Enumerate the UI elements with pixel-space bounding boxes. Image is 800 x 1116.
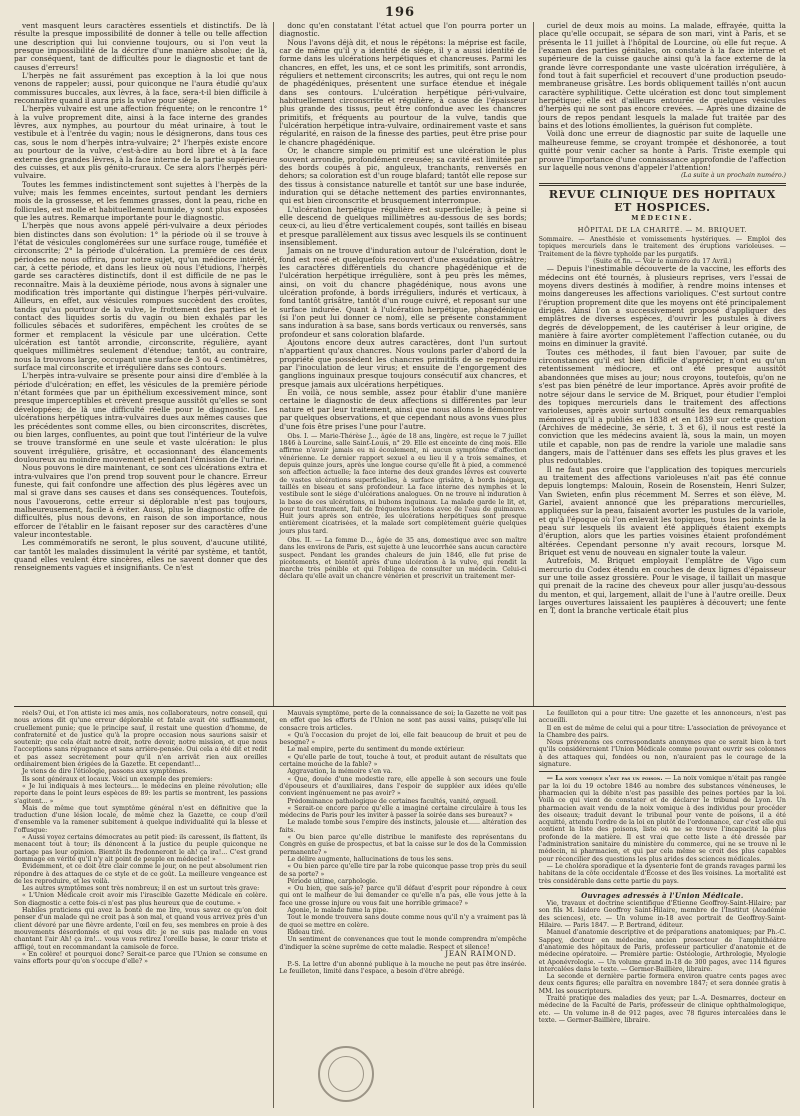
news-item-cholera: — Le choléra sporadique et la dysenterie font de grands ravages parmi les habitans de la côte occidentale d'Écosse et des îles voisines. La mortalité est très considérable dans cette partie du pays. bbox=[538, 862, 786, 885]
paragraph: Voilà donc une erreur de diagnostic par suite de laquelle une malheureuse femme, se croyant trompée et déshonorée, a tout quitté pour venir cacher sa honte à Paris. Triste exemple qui prouve l'importance d'une connaissance approfondie de l'affection sur laquelle nous venons d'appeler l'attention! bbox=[538, 129, 786, 172]
paragraph: L'herpès ne fait assurément pas exception à la loi que nous venons de rappeler; aussi, pour quiconque ne l'aura étudié qu'aux commissures buccales, aux lèvres, à la face, sera-t-il bien difficile à reconnaître quand il aura pris la vulve pour siége. bbox=[14, 71, 268, 106]
paragraph: Tout le monde trouvera sans doute comme nous qu'il n'y a vraiment pas là de quoi se mettre en colère. bbox=[279, 914, 527, 929]
paragraph: « Serait-ce encore parce qu'elle a imaginé certaine circulaire à tous les médecins de Paris pour les inviter à passer la soirée dans ses bureaux? » bbox=[279, 804, 527, 820]
observation-paragraph: Obs. II. — La femme D..., âgée de 35 ans, domestique avec son maître dans les environs de Paris, est sujette à une leucorrhée sans aucun caractère suspect. Pendant les grandes chaleurs de juin 1846, elle fut prise de picotements, et bientôt après d'une ulcération à la vulve, qui rendit la marche très pénible et qui l'obligea de consulter un médecin. Celui-ci déclara qu'elle avait un chancre vénérien et prescrivit un traitement mer- bbox=[279, 537, 527, 581]
paragraph: Habiles praticiens qui avez la bonté de me lire, vous savez ce qu'on doit penser d'un malade qui ne croit pas à son mal, et quand vous arrivez près d'un client dévoré par une fièvre ardente, l'œil en feu, ses membres en proie à des mouvements désordonnés et qui vous dit: je ne suis pas malade en vous chantant l'air Ah! ça ira!... vous vous retirez l'oreille basse, le cœur triste et affligé, tout en recommandant la camisole de force. bbox=[14, 907, 268, 951]
paragraph: Évidemment, et ce doit être clair comme le jour, on ne peut absolument rien répondre à des attaques de ce style et de ce goût. La meilleure vengeance est de les reproduire, et les voilà. bbox=[14, 863, 268, 885]
paragraph: vent masquent leurs caractères essentiels et distinctifs. De là résulte la presque impossibilité de donner à telle ou telle affection une description qui lui convienne toujours, ou si l'on veut la presque impossibilité de la décrire d'une manière absolue; de là, par conséquent, tant de difficultés pour le diagnostic et tant de causes d'erreurs! bbox=[14, 22, 268, 72]
paragraph: L'herpès vulvaire est une affection fréquente; on le rencontre 1° à la vulve proprement dite, ainsi à la face interne des grandes lèvres, aux nymphes, au pourtour du méat urinaire, à tout le vestibule et à l'entrée du vagin; nous le désignerons, dans tous ces cas, sous le nom d'herpès intra-vulvaire; 2° l'herpès existe encore au pourtour de la vulve, c'est-à-dire au bord libre et à la face externe des grandes lèvres, à la face interne de la partie supérieure des cuisses, et aux plis génito-cruraux. Ce sera alors l'herpès péri-vulvaire. bbox=[14, 104, 268, 181]
paragraph: Les commémoratifs ne seront, le plus souvent, d'aucune utilité, car tantôt les malades dissimulent la vérité par système, et tantôt, quand elles veulent être sincères, elles ne savent donner que des renseignements vagues et insignifiants. Ce n'est bbox=[14, 538, 268, 573]
paragraph: donc qu'en constatant l'état actuel que l'on pourra porter un diagnostic. bbox=[279, 22, 527, 39]
divider bbox=[539, 771, 786, 772]
paragraph: Agonie, le malade fume la pipe. bbox=[287, 907, 389, 915]
paragraph: Manuel d'anatomie descriptive et de préparations anatomiques; par Ph.-C. Sappey, docteur en médecine, ancien prosecteur de l'amphithéâtre d'anatomie des hôpitaux de Paris, professeur particulier d'anatomie et de médecine opératoire. — Première partie: Ostéologie, Arthrologie, Myologie et Aponévrologie. — Un volume grand in-18 de 300 pages, avec 114 figures intercalées dans le texte. — Germer-Baillière, libraire. bbox=[538, 929, 786, 973]
hospital-heading: HÔPITAL DE LA CHARITÉ. — M. BRIQUET. bbox=[577, 225, 747, 234]
news-item-noix-vomique bbox=[539, 775, 786, 863]
column-1 bbox=[14, 22, 267, 706]
feuilleton-section bbox=[14, 710, 786, 1108]
paragraph: En voilà, ce nous semble, assez pour établir d'une manière certaine le diagnostic de deux affections si différentes par leur nature et par leur traitement, ainsi que nous allons le démontrer par quelques observations, et que cependant nous avons vues plus d'une fois être prises l'une pour l'autre. bbox=[279, 388, 527, 431]
paragraph: Mauvais symptôme, perte de la connaissance de soi; la Gazette ne voit pas en effet que les efforts de l'Union ne sont pas aussi vains, puisqu'elle lui consacre trois articles. bbox=[279, 710, 527, 732]
paragraph: Le délire augmente, hallucinations de tous les sens. bbox=[287, 855, 454, 863]
bottom-column-2 bbox=[273, 710, 526, 1108]
continued-note: (La suite à un prochain numéro.) bbox=[680, 172, 786, 180]
paragraph: « Ou bien parce qu'elle distribue le manifeste des représentans du Congrès en guise de prospectus, et bat la caisse sur le dos de la Commission permanente? » bbox=[279, 834, 527, 856]
paragraph: Période ultime, carphologie. bbox=[287, 877, 378, 885]
paragraph: Ils sont généraux et locaux. Voici un exemple des premiers: bbox=[22, 775, 213, 783]
news-item-text: — La noix vomique n'était pas rangée par la loi du 19 octobre 1846 au nombre des substances vénéneuses, le pharmacien qui la débite n'est pas passible des peines portées par la loi. Voilà ce qui vient de constater et de déclarer le tribunal de Lyon. Un pharmacien avait vendu de la noix vomique à des individus pour procéder des oiseaux; traduit devant le tribunal pour vente de poisons, il a été acquitté, attendu l'ordre de la loi en plutôt de l'ordonnance, car c'est elle qui contient la liste des poisons, liste où ne se trouve l'incapacité la plus profonde de la matière. Il est vrai que cette liste a été dressée par l'administration sanitaire du ministère du commerce, qui ne se trouve ni le médecin, ni pharmacien, et qui par cela même se croit des plus capables pour réconcilier des questions les plus arides des sciences médicales. bbox=[538, 775, 786, 863]
paragraph: Vie, travaux et doctrine scientifique d'Étienne Geoffroy-Saint-Hilaire; par son fils M. Isidore Geoffroy Saint-Hilaire, membre de l'Institut (Académie des sciences), etc. — Un volume in-18 avec portrait de Geoffroy-Saint-Hilaire. — Paris 1847. — P. Bertrand, éditeur. bbox=[538, 900, 786, 930]
paragraph: Prédominance pathologique de certaines facultés, vanité, orgueil. bbox=[287, 797, 498, 805]
paragraph: Je viens de dire l'étiologie, passons aux symptômes. bbox=[22, 768, 188, 776]
paragraph: Toutes les femmes indistinctement sont sujettes à l'herpès de la vulve; mais les femmes enceintes, surtout pendant les derniers mois de la grossesse, et les femmes grasses, dont la peau, riche en follicules, est molle et habituellement humide, y sont plus exposées que les autres. Remarque importante pour le diagnostic. bbox=[14, 179, 268, 222]
paragraph: Nous pouvons le dire maintenant, ce sont ces ulcérations extra et intra-vulvaires que l'on prend trop souvent pour le chancre. Erreur funeste, qui fait confondre une affection des plus légères avec un mal si grave dans ses causes et dans ses conséquences. Toutefois, nous l'avouerons, cette erreur si déplorable n'est pas toujours, malheureusement, facile à éviter. Aussi, plus le diagnostic offre de difficultés, plus nous devons, en raison de son importance, nous efforcer de l'établir en le faisant reposer sur des caractères d'une valeur incontestable. bbox=[14, 463, 268, 539]
author-signature: JEAN RAIMOND. bbox=[445, 949, 517, 958]
bottom-column-3 bbox=[533, 710, 786, 1108]
paragraph: Il en est de même de celui qui a pour titre: L'association de prévoyance et la Chambre des pairs. bbox=[538, 724, 786, 739]
paragraph: — Depuis l'inestimable découverte de la vaccine, les efforts des médecins ont été tournés, à plusieurs reprises, vers l'essai de moyens divers destinés à modifier, à rendre moins intenses et moins dangereuses les affections varioliques. C'est surtout contre l'éruption proprement dite que les moyens ont été principalement dirigés. Ainsi l'on a successivement proposé d'appliquer des emplâtres de diverses espèces, d'ouvrir les pustules à divers degrés de développement, de les cautériser à leur origine, de manière à faire avorter complètement l'affection cutanée, ou du moins en diminuer la gravité. bbox=[538, 264, 786, 349]
paragraph: Rideau tiré. bbox=[287, 928, 325, 936]
paragraph: Autrefois, M. Briquet employait l'emplâtre de Vigo cum mercurio du Codex étendu en couches de deux lignes d'épaisseur sur une toile assez grossière. Pour le visage, il taillait un masque qui prenait de la racine des cheveux pour aller jusqu'au-dessous du menton, et qui, largement, allait de l'une à l'autre oreille. Deux larges ouvertures laissaient les paupières à découvert; une fente en T, dont la branche verticale était plus bbox=[538, 556, 786, 616]
paragraph: Le malade tombe sous l'empire des instincts, jalousie et...... altération des faits. bbox=[279, 819, 527, 834]
paragraph: Jamais on ne trouve d'induration autour de l'ulcération, dont le fond est rosé et quelquefois recouvert d'une exsudation grisâtre; les caractères différentiels du chancre phagédénique et de l'ulcération herpétique irrégulière, sont à peu près les mêmes, ainsi, on voit du chancre phagédénique, nous avons une ulcération profonde, à bords irréguliers, indurés et verticaux, à fond tantôt grisâtre, tantôt d'un rouge cuivré, et reposant sur une surface indurée. Quant à l'ulcération herpétique, phagédénique (si l'on peut lui donner ce nom), elle se présente constamment sans induration à sa base, sans bords verticaux ou renversés, sans profondeur et sans coloration blafarde. bbox=[279, 246, 527, 339]
paragraph: L'ulcération herpétique régulière est superficielle; à peine si elle descend de quelques millimètres au-dessous de ses bords; ceux-ci, au lieu d'être verticalement coupés, sont taillés en biseau et presque parallèlement aux tissus avec lesquels ils se continuent insensiblement. bbox=[279, 204, 527, 247]
column-2 bbox=[273, 22, 526, 706]
paragraph: réels? Oui, et l'on attiste ici mes amis, nos collaborateurs, notre conseil, qui nous avions dit qu'une erreur déplorable et fatale avait été suffisamment, cruellement punie; que le principe sauf, il restait une question d'homme, de confraternité et de justice qu'à la propre occasion nous saurions saisir et soutenir; que cela était notre droit, notre devoir, notre mission, et que nous l'acceptions sans répugnance et sans arrière-pensée. Oui cela a été dit et redit et pas assez secrètement pour qu'il n'en arrivât rien aux oreilles ordinairement bien érigées de la Gazette. Et cependant!... bbox=[14, 710, 268, 769]
paragraph: La seconde et dernière partie formera environ quatre cents pages avec deux cents figures; elle paraîtra en novembre 1847; et sera donnée gratis à MM. les souscripteurs. bbox=[538, 973, 786, 995]
paragraph: « Qu'à l'occasion du projet de loi, elle fait beaucoup de bruit et peu de besogne? » bbox=[279, 731, 527, 747]
review-subtitle: MÉDECINE. bbox=[631, 214, 694, 223]
news-item-heading: — La noix vomique n'est pas un poison. bbox=[546, 775, 663, 783]
paragraph: L'herpès intra-vulvaire se présente pour ainsi dire d'emblée à la période d'ulcération; en effet, les vésicules de la première période n'étant formées que par un épithélium excessivement mince, sont presque imperceptibles et crèvent presque aussitôt qu'elles se sont développées; de là une difficulté réelle pour le diagnostic. Les ulcérations herpétiques intra-vulvaires dues aux mêmes causes que les précédentes sont comme elles, ou bien circonscrites, discrètes, ou bien larges, confluentes, au point que tout l'intérieur de la vulve se trouve transformé en une seule et vaste ulcération: le plus souvent irrégulière, grisâtre, et occasionnant des élancements douloureux au moindre mouvement et pendant l'émission de l'urine. bbox=[14, 371, 268, 464]
paragraph: Un sentiment de convenances que tout le monde comprendra m'empêche d'indiquer la scène suprême de cette maladie. Respect et silence! bbox=[279, 936, 527, 951]
summary-ref: (Suite et fin. — Voir le numéro du 17 Avril.) bbox=[593, 258, 732, 266]
column-3 bbox=[533, 22, 786, 706]
paragraph: « Ou bien parce qu'elle tire par la robe quiconque passe trop près du seuil de sa porte? » bbox=[279, 863, 527, 878]
paragraph: Aggravation, la mémoire s'en va. bbox=[287, 768, 393, 776]
observation-paragraph: Obs. I. — Marie-Thérèse J..., âgée de 18 ans, lingère, est reçue le 7 juillet 1846 à Lourcine, salle Saint-Louis, n° 29. Elle est enceinte de cinq mois. Elle affirme n'avoir jamais eu ni écoulement, ni aucun symptôme d'affection vénérienne. Le dernier rapport sexuel a eu lieu il y a trois semaines, et depuis quinze jours, après une longue course qu'elle fit à pied, a commencé son affection actuelle; la face interne des deux grandes lèvres est couverte de vastes ulcérations superficielles, à surface grisâtre, à bords inégaux, taillés en biseau et sans profondeur. La face interne des nymphes et le vestibule sont le siége d'ulcérations analogues. On ne trouve ni induration à la base de ces ulcérations, ni bubons inguinaux. La malade garde le lit, et, pour tout traitement, fait de fréquentes lotions avec de l'eau de guimauve. Huit jours après son entrée, les ulcérations herpétiques sont presque entièrement cicatrisées, et la malade sort complètement guérie quelques jours plus tard. bbox=[279, 432, 527, 535]
bottom-column-1 bbox=[14, 710, 267, 1108]
paragraph: « Je lui indiquais à mes lecteurs.... le médecins en pleine révolution; elle reporte dans le point leurs espèces de 89: les partis se montrent, les passions s'agitent... » bbox=[14, 782, 268, 805]
paragraph: Nous prévenons ces correspondants anonymes que ce serait bien à tort qu'ils considéreraient l'Union Médicale comme pouvant ouvrir ses colonnes à des attaques qui, fondées ou non, n'auraient pas le courage de la signature. bbox=[538, 739, 786, 769]
summary: Sommaire. — Anesthésie et vomissements hystériques. — Emploi des topiques mercuriels dans le traitement des éruptions varioleuses. — Traitement de la fièvre typhoïde par les purgatifs. bbox=[538, 236, 786, 258]
paragraph: « En colère! et pourquoi donc? Serait-ce parce que l'Union se consume en vains efforts pour qu'on s'occupe d'elle? » bbox=[14, 950, 268, 966]
paragraph: curiel de deux mois au moins. La malade, effrayée, quitta la place qu'elle occupait, se sépara de son mari, vint à Paris, et se présenta le 11 juillet à l'hôpital de Lourcine, où elle fut reçue. A l'examen des parties génitales, on constate à la face interne et supérieure de la cuisse gauche ainsi qu'à la face externe de la grande lèvre correspondante une vaste ulcération irrégulière, à fond tout à fait superficiel et recouvert d'une production pseudo-membraneuse grisâtre. Les bords obliquement taillés n'ont aucun caractère syphilitique. Cette ulcération est donc tout simplement herpétique; elle est d'ailleurs entourée de quelques vésicules d'herpès qui ne sont pas encore crevées. — Après une dizaine de jours de repos pendant lesquels la malade fut traitée par des bains et des lotions émollientes, la guérison fut complète. bbox=[538, 22, 786, 131]
paragraph: « Que, douée d'une modestie rare, elle appelle à son secours une foule d'épouseurs et d'auxiliaires, dans l'espoir de suppléer aux idées qu'elle convient ingénuement ne pas avoir? » bbox=[279, 775, 527, 798]
paragraph: Les autres symptômes sont très nombreux; il en est un surtout très grave: bbox=[22, 885, 260, 893]
divider bbox=[539, 888, 786, 889]
paragraph: « L'Union Médicale croit avoir mis l'irascible Gazette Médicale en colère. Son diagnostic a cette fois-ci n'est pas plus heureux que de coutume. » bbox=[14, 892, 268, 907]
paragraph: Mais de même que tout symptôme général n'est en définitive que la traduction d'une lésion locale, de même chez la Gazette, ce coup d'œil d'ensemble va la ramener subitement à quelque individualité qui la blesse et l'offusque: bbox=[14, 804, 268, 834]
postscript: P.-S. La lettre d'un abonné publique à la mouche ne peut pas être insérée. Le feuilleton, limité dans l'espace, a besoin d'être abrégé. bbox=[279, 961, 527, 976]
paragraph: Or, le chancre simple ou primitif est une ulcération le plus souvent arrondie, profondément creusée; sa cavité est limitée par des bords coupés à pic, anguleux, tranchants, renversés en dehors; sa coloration est d'un rouge blafard; tantôt elle repose sur des tissus à consistance naturelle et tantôt sur une base indurée, induration qui se détache nettement des parties environnantes, qui est bien circonscrite et brusquement interrompue. bbox=[279, 146, 527, 206]
paragraph: « Qu'elle parle de tout, touche à tout, et produit autant de résultats que certaine mouche de la fable? » bbox=[279, 753, 527, 769]
section-divider bbox=[539, 183, 786, 186]
paragraph: Toutes ces méthodes, il faut bien l'avouer, par suite de circonstances qu'il est bien difficile d'apprécier, n'ont eu qu'un retentissement médiocre, et ont été presque aussitôt abandonnées que mises au jour; nous croyons, toutefois, qu'on ne s'est pas bien pénétré de leur importance. Après avoir profité de notre séjour dans le service de M. Briquet, pour étudier l'emploi des topiques mercuriels dans le traitement des affections varioleuses, après avoir surtout consulté les deux remarquables mémoires qu'il a publiés en 1838 et en 1839 sur cette question (Archives de médecine, 3e série, t. 3 et 6), il nous est resté la conviction que les médecins avaient là, sous la main, un moyen utile et capable, non pas de rendre la variole une maladie sans dangers, mais de l'atténuer dans ses effets les plus graves et les plus redoutables. bbox=[538, 347, 786, 466]
paragraph: Ajoutons encore deux autres caractères, dont l'un surtout n'appartient qu'aux chancres. Nous voulons parler d'abord de la propriété que possèdent les chancres primitifs de se reproduire par l'inoculation de leur virus; et ensuite de l'engorgement des ganglions inguinaux presque toujours consécutif aux chancres, et presque jamais aux ulcérations herpétiques. bbox=[279, 338, 527, 389]
paragraph: Traité pratique des maladies des yeux; par L.-A. Desmarres, docteur en médecine de la Faculté de Paris, professeur de clinique ophthalmologique, etc. — Un volume in-8 de 912 pages, avec 78 figures intercalées dans le texte. — Germer-Baillière, libraire. bbox=[538, 994, 786, 1024]
paragraph: L'herpès que nous avons appelé péri-vulvaire a deux périodes bien distinctes dans son évolution: 1° la période où il se trouve à l'état de vésicules conglomérées sur une surface rouge, tuméfiée et circonscrite; 2° la période d'ulcération. La première de ces deux périodes ne nous offrira, pour notre sujet, qu'un médiocre intérêt, car, à cette période, et dans les lieux où nous l'étudions, l'herpès garde ses caractères distinctifs, dont il est difficile de ne pas le reconnaître. Mais à la deuxième période, nous avons à signaler une modification très importante qui distingue l'herpès péri-vulvaire. Ailleurs, en effet, aux vésicules rompues succèdent des croûtes, tandis qu'au pourtour de la vulve, le frottement des parties et le contact des liquides sortis du vagin ou bien exhalés par les follicules sébacés et sudorifères, empêchent les croûtes de se former et remplacent la vésicule par une ulcération. Cette ulcération est tantôt arrondie, circonscrite, régulière, ayant quelques millimètres seulement d'étendue; tantôt, au contraire, nous la trouvons large, occupant une surface de 3 ou 4 centimètres, surface mal circonscrite et irrégulière dans ses contours. bbox=[14, 221, 268, 373]
top-section bbox=[14, 22, 786, 707]
paragraph: Il ne faut pas croire que l'application des topiques mercuriels au traitement des affections varioleuses n'ait pas été connue depuis longtemps: Malouin, Rosein de Rosenstein, Henri Sulzer, Van Swieten, enfin plus récemment M. Serres et son élève, M. Gariel, avaient annoncé que les préparations mercurielles, appliquées sur la peau, faisaient avorter les pustules de la variole, et qu'à l'époque où l'on enlevait les topiques, tous les points de la peau sur lesquels ils avaient été appliqués étaient exempts d'éruption, alors que les parties voisines étaient profondément altérées. Cependant personne n'y avait recours, lorsque M. Briquet est venu de nouveau en signaler toute la valeur. bbox=[538, 464, 786, 558]
paragraph: Le feuilleton qui a pour titre: Une gazette et les annonceurs, n'est pas accueilli. bbox=[538, 710, 786, 725]
review-title: REVUE CLINIQUE DES HOPITAUX ET HOSPICES. bbox=[548, 188, 776, 215]
library-stamp bbox=[318, 1046, 374, 1102]
paragraph: « Aussi voyez certains démocrates au petit pied: ils caressent, ils flattent, ils menacent tout à tour; ils dénoncent à la justice du peuple quiconque ne partage pas leur opinion. Bientôt ils fredonneront le ah! ça ira!... C'est grand dommage en vérité qu'il n'y ait point de peuple en médecine! » bbox=[14, 834, 268, 863]
page-number: 196 bbox=[384, 5, 416, 20]
paragraph: « Ou bien, que sais-je? parce qu'il défaut d'esprit pour répondre à ceux qui ont le malheur de lui demander ce qu'elle n'a pas, elle vous jette à la face une grosse injure ou vous fait une horrible grimace? » bbox=[279, 885, 527, 907]
paragraph: Nous l'avons déjà dit, et nous le répétons: la méprise est facile, car de même qu'il y a identité de siége, il y a aussi identité de forme dans les ulcérations herpétiques et chancreuses. Parmi les chancres, en effet, les uns, et ce sont les primitifs, sont arrondis, réguliers et nettement circonscrits; les autres, qui ont reçu le nom de phagédéniques, présentent une surface étendue et inégale dans ses contours. L'ulcération herpétique péri-vulvaire, habituellement circonscrite et régulière, à cause de l'épaisseur plus grande des tissus, peut être confondue avec les chancres primitifs, et fréquents au pourtour de la vulve, tandis que l'ulcération herpétique intra-vulvaire, ordinairement vaste et sans régularité, en raison de la finesse des parties, peut être prise pour le chancre phagédénique. bbox=[279, 37, 527, 147]
works-title: Ouvrages adressés à l'Union Médicale. bbox=[581, 890, 744, 900]
paragraph: Le mal empire, perte du sentiment du monde extérieur. bbox=[287, 746, 465, 754]
